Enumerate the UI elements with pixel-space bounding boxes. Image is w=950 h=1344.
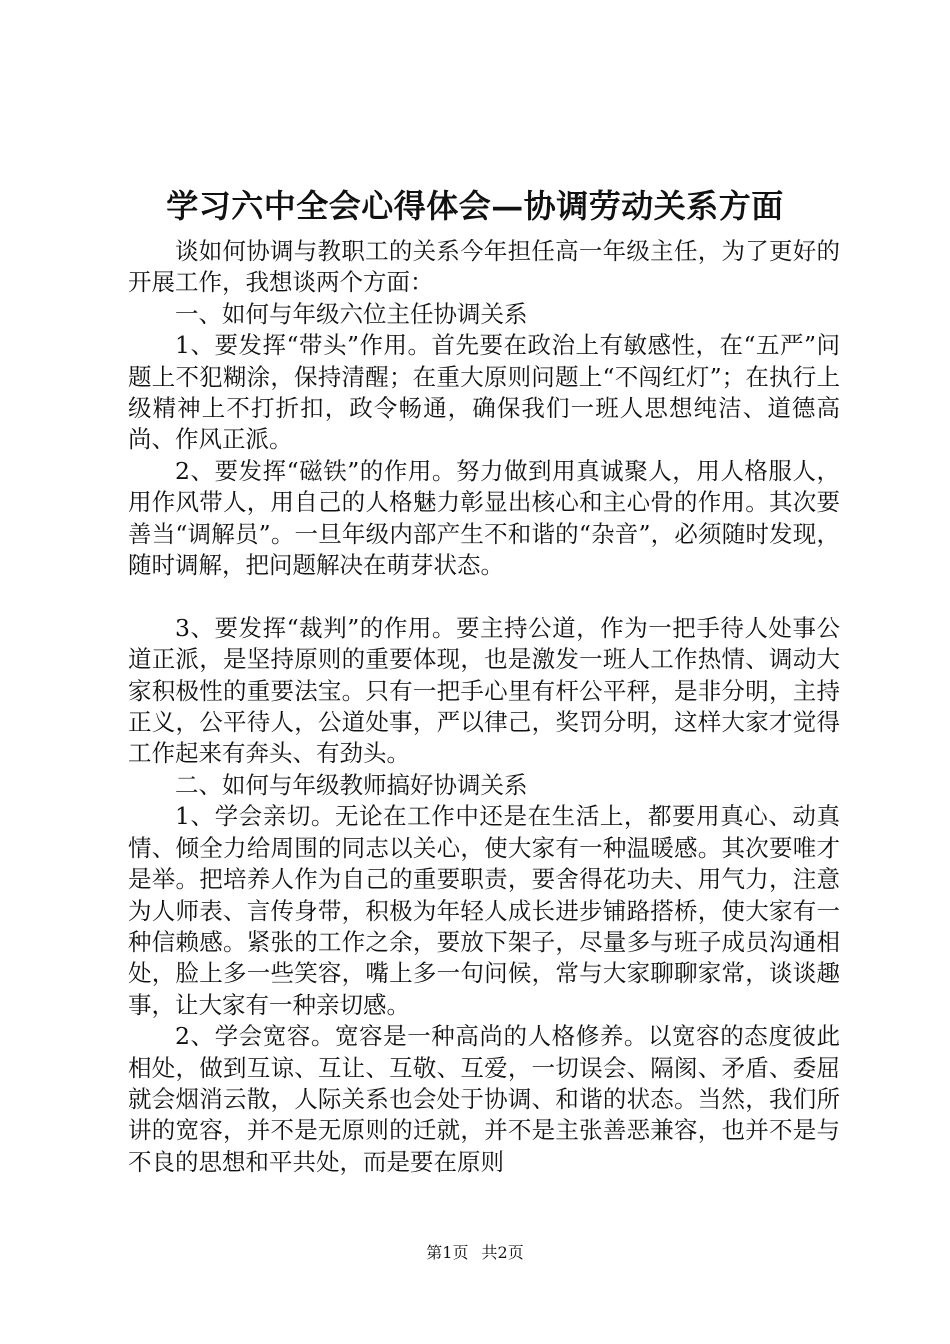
paragraph-2-1: 1、学会亲切。无论在工作中还是在生活上，都要用真心、动真情、倾全力给周围的同志以关心，使大家有一种温暖感。其次要唯才是举。把培养人作为自己的重要职责，要舍得花功夫、用气力，注意为人师表、言传身带，积极为年轻人成长进步铺路搭桥，使大家有一种信赖感。紧张的工作之余，要放下架子，尽量多与班子成员沟通相处，脸上多一些笑容，嘴上多一句问候，常与大家聊聊家常，谈谈趣事，让大家有一种亲切感。 — [128, 802, 840, 1019]
page-number-current: 第1页 — [426, 1243, 469, 1262]
paragraph-2-2: 2、学会宽容。宽容是一种高尚的人格修养。以宽容的态度彼此相处，做到互谅、互让、互敬、互爱，一切误会、隔阂、矛盾、委屈就会烟消云散，人际关系也会处于协调、和谐的状态。当然，我们所讲的宽容，并不是无原则的迁就，并不是主张善恶兼容，也并不是与不良的思想和平共处，而是要在原则 — [128, 1022, 840, 1176]
page-footer — [0, 1243, 950, 1263]
paragraph-1-1: 1、要发挥“带头”作用。首先要在政治上有敏感性，在“五严”问题上不犯糊涂，保持清醒；在重大原则问题上“不闯红灯”；在执行上级精神上不打折扣，政令畅通，确保我们一班人思想纯洁、道德高尚、作风正派。 — [128, 331, 840, 454]
paragraph-1-2: 2、要发挥“磁铁”的作用。努力做到用真诚聚人，用人格服人，用作风带人，用自己的人格魅力彰显出核心和主心骨的作用。其次要善当“调解员”。一旦年级内部产生不和谐的“杂音”，必须随时发现，随时调解，把问题解决在萌芽状态。 — [128, 456, 840, 580]
section-heading-1: 一、如何与年级六位主任协调关系 — [175, 299, 528, 328]
paragraph-intro: 谈如何协调与教职工的关系今年担任高一年级主任，为了更好的开展工作，我想谈两个方面： — [128, 237, 840, 297]
document-body — [128, 236, 840, 1178]
paragraph-1-3: 3、要发挥“裁判”的作用。要主持公道，作为一把手待人处事公道正派，是坚持原则的重要体现，也是激发一班人工作热情、调动大家积极性的重要法宝。只有一把手心里有杆公平秤，是非分明，主持正义，公平待人，公道处事，严以律己，奖罚分明，这样大家才觉得工作起来有奔头、有劲头。 — [128, 613, 840, 768]
section-heading-2: 二、如何与年级教师搞好协调关系 — [175, 770, 528, 799]
document-title: 学习六中全会心得体会—协调劳动关系方面 — [166, 187, 784, 225]
page-number-total: 共2页 — [481, 1243, 524, 1262]
